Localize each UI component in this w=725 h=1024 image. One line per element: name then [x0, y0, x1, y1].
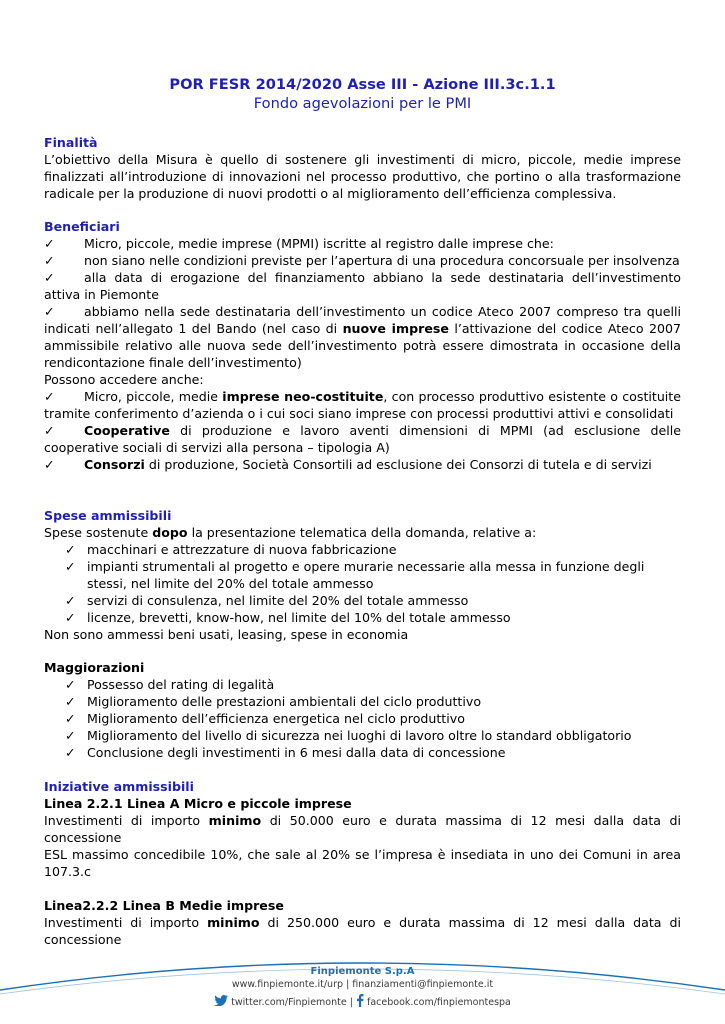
- spese-intro: Spese sostenute dopo la presentazione telematica della domanda, relative a:: [44, 525, 537, 540]
- beneficiari-possono: Possono accedere anche:: [44, 372, 204, 387]
- linea-a-esl: ESL massimo concedibile 10%, che sale al 20% se l’impresa è insediata in uno dei Comuni in area 107.3.c: [44, 847, 681, 879]
- beneficiari-item-1: ✓ Micro, piccole, medie imprese (MPMI) iscritte al registro dalle imprese che:: [44, 236, 554, 251]
- linea-b-text: Investimenti di importo minimo di 250.000 euro e durata massima di 12 mesi dalla data di concessione: [44, 915, 681, 947]
- title-main: POR FESR 2014/2020 Asse III - Azione III.3c.1.1: [169, 76, 556, 93]
- linea-a-text: Investimenti di importo minimo di 50.000 euro e durata massima di 12 mesi dalla data di concessione: [44, 813, 682, 845]
- heading-iniziative: Iniziative ammissibili: [44, 779, 194, 794]
- check-icon: ✓: [44, 253, 55, 268]
- check-icon: ✓: [44, 457, 55, 472]
- check-icon: ✓: [44, 270, 55, 285]
- maggiorazioni-item: ✓ Conclusione degli investimenti in 6 mesi dalla data di concessione: [65, 745, 506, 760]
- footer-contacts: [0, 979, 725, 990]
- maggiorazioni-item: ✓ Miglioramento del livello di sicurezza nei luoghi di lavoro oltre lo standard obbligatorio: [65, 728, 632, 743]
- spese-note: Non sono ammessi beni usati, leasing, spese in economia: [44, 627, 409, 642]
- check-icon: ✓: [44, 389, 55, 404]
- maggiorazioni-item: ✓ Possesso del rating di legalità: [65, 677, 275, 692]
- section-maggiorazioni: [44, 659, 681, 761]
- check-icon: ✓: [44, 236, 55, 251]
- beneficiari-item-2: ✓ non siano nelle condizioni previste per l’apertura di una procedura concorsuale per insolvenza: [44, 253, 680, 268]
- maggiorazioni-item: ✓ Miglioramento delle prestazioni ambientali del ciclo produttivo: [65, 694, 482, 709]
- section-finalita: [44, 134, 681, 202]
- beneficiari-item-3: ✓ alla data di erogazione del finanziamento abbiano la sede destinataria dell’investimento attiva in Piemonte: [44, 270, 681, 302]
- check-icon: ✓: [65, 593, 76, 608]
- check-icon: ✓: [44, 423, 55, 438]
- heading-spese: Spese ammissibili: [44, 508, 172, 523]
- twitter-icon: [214, 995, 228, 1006]
- heading-maggiorazioni: Maggiorazioni: [44, 660, 145, 675]
- linea-b-title: Linea2.2.2 Linea B Medie imprese: [44, 898, 284, 913]
- check-icon: ✓: [65, 694, 76, 709]
- section-iniziative: [44, 778, 681, 948]
- footer-social: [0, 994, 725, 1008]
- facebook-icon: [356, 994, 364, 1007]
- footer-facebook-link[interactable]: facebook.com/finpiemontespa: [367, 997, 511, 1008]
- footer-twitter-link[interactable]: twitter.com/Finpiemonte: [231, 997, 347, 1008]
- footer-separator: |: [349, 997, 353, 1008]
- title-subtitle: Fondo agevolazioni per le PMI: [253, 95, 472, 112]
- footer-web-link[interactable]: www.finpiemonte.it/urp: [231, 979, 344, 990]
- spese-item: ✓ licenze, brevetti, know-how, nel limite del 10% del totale ammesso: [65, 610, 511, 625]
- section-spese: [44, 507, 681, 643]
- spese-item: ✓ macchinari e attrezzature di nuova fabbricazione: [65, 542, 397, 557]
- beneficiari-item-4: ✓ abbiamo nella sede destinataria dell’investimento un codice Ateco 2007 compreso tra quelli indicati nell’allegato 1 del Bando (nel caso di nuove imprese l’attivazione del codice Ateco 2007 ammissibile relativo alle nuova sede dell’investimento potrà essere dimostrata in occasione della rendicontazione finale dell’investimento): [44, 304, 681, 370]
- footer-email-link[interactable]: finanziamenti@finpiemonte.it: [352, 979, 494, 990]
- footer-separator: |: [346, 979, 350, 990]
- spese-item: ✓ impianti strumentali al progetto e opere murarie necessarie alla messa in funzione degli stessi, nel limite del 20% del totale ammesso: [65, 559, 645, 591]
- check-icon: ✓: [65, 610, 76, 625]
- footer-brand: Finpiemonte S.p.A: [310, 966, 415, 977]
- check-icon: ✓: [65, 542, 76, 557]
- check-icon: ✓: [65, 711, 76, 726]
- document-title: [0, 76, 725, 113]
- check-icon: ✓: [44, 304, 55, 319]
- finalita-text: L’obiettivo della Misura è quello di sostenere gli investimenti di micro, piccole, medie imprese finalizzati all’introduzione di innovazioni nel processo produttivo, che portino o alla trasformazione radicale per la produzione di nuovi prodotti o al miglioramento dell’efficienza complessiva.: [44, 152, 681, 201]
- beneficiari-item-6: ✓ Cooperative di produzione e lavoro aventi dimensioni di MPMI (ad esclusione delle cooperative sociali di servizi alla persona – tipologia A): [44, 423, 681, 455]
- beneficiari-item-7: ✓ Consorzi di produzione, Società Consortili ad esclusione dei Consorzi di tutela e di servizi: [44, 457, 652, 472]
- maggiorazioni-item: ✓ Miglioramento dell’efficienza energetica nel ciclo produttivo: [65, 711, 465, 726]
- heading-finalita: Finalità: [44, 135, 98, 150]
- check-icon: ✓: [65, 728, 76, 743]
- check-icon: ✓: [65, 559, 76, 574]
- heading-beneficiari: Beneficiari: [44, 219, 120, 234]
- check-icon: ✓: [65, 745, 76, 760]
- spese-item: ✓ servizi di consulenza, nel limite del 20% del totale ammesso: [65, 593, 469, 608]
- section-beneficiari: [44, 218, 681, 473]
- beneficiari-item-5: ✓ Micro, piccole, medie imprese neo-costituite, con processo produttivo esistente o costituite tramite conferimento d’azienda o i cui soci siano imprese con processi produttivi attivi e consolidati: [44, 389, 681, 421]
- check-icon: ✓: [65, 677, 76, 692]
- linea-a-title: Linea 2.2.1 Linea A Micro e piccole imprese: [44, 796, 352, 811]
